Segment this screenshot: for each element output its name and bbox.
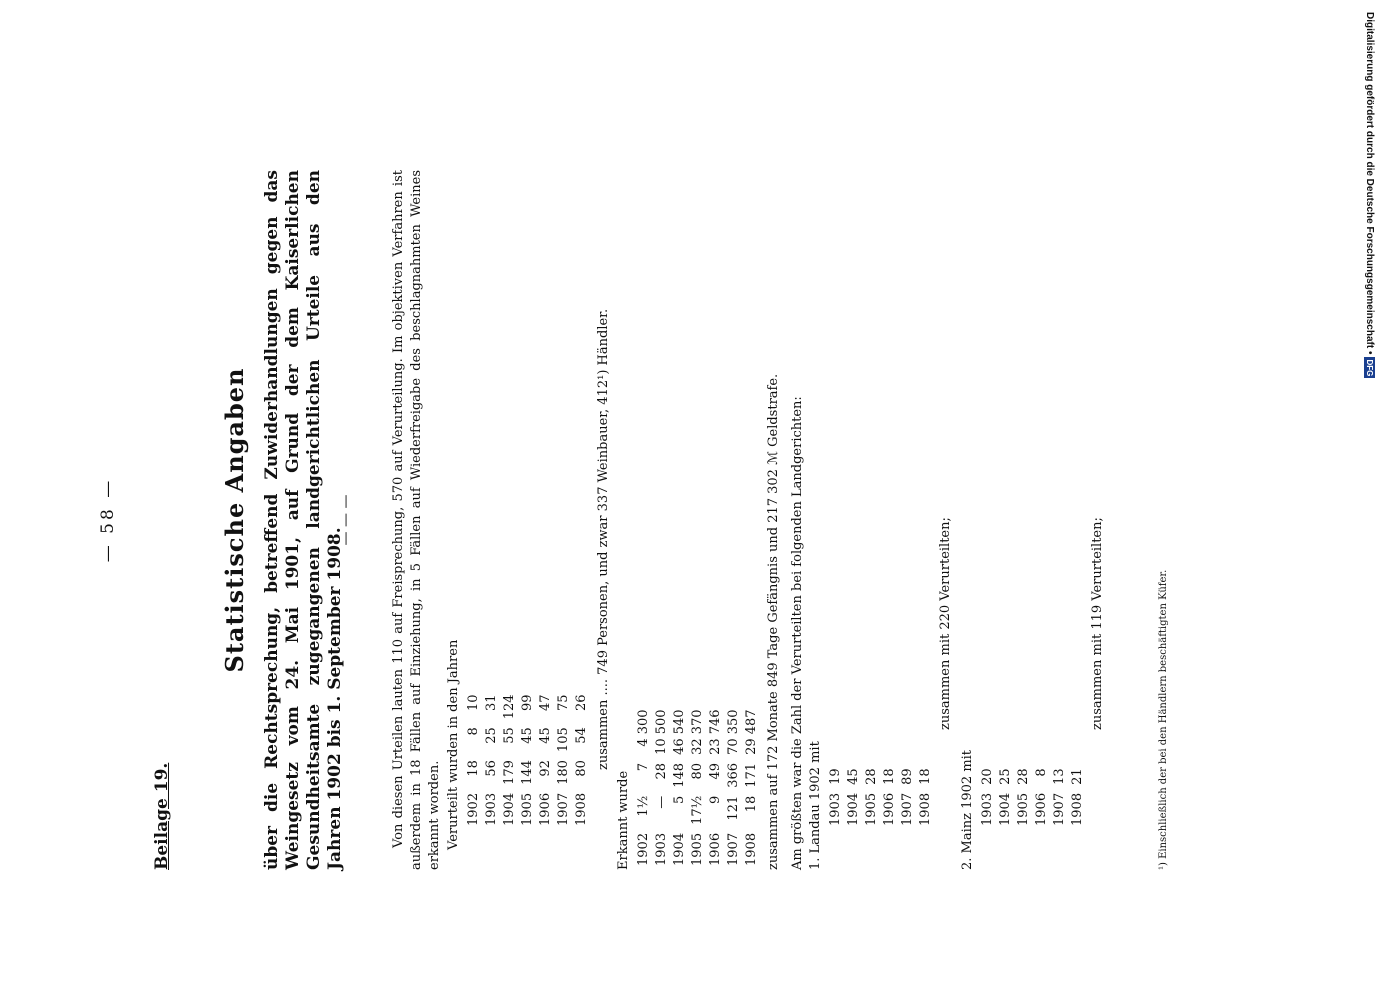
table-cell: 1905 xyxy=(863,792,879,826)
landau-label: 1. Landau 1902 mit xyxy=(808,741,823,870)
table-cell: 179 xyxy=(501,760,517,785)
verurteilt-label: Verurteilt wurden in den Jahren xyxy=(446,639,461,850)
table-cell: 28 xyxy=(863,768,879,785)
table-row xyxy=(996,764,1014,830)
erkannt-total: zusammen auf 172 Monate 849 Tage Gefängnis und 217 302 ℳ Geldstrafe. xyxy=(766,373,781,870)
separator: — — — xyxy=(338,494,354,546)
table-cell: 26 xyxy=(573,694,589,711)
table-cell: 75 xyxy=(555,694,571,711)
table-row xyxy=(670,705,688,870)
table-cell: 45 xyxy=(519,727,535,744)
table-cell: 19 xyxy=(827,768,843,785)
table-cell: 148 xyxy=(671,762,687,788)
table-cell: 1907 xyxy=(555,792,571,826)
dfg-credit xyxy=(1359,12,1381,392)
table-row xyxy=(500,690,518,830)
mainz-label: 2. Mainz 1902 mit xyxy=(960,749,975,870)
landau-total: zusammen mit 220 Verurteilten; xyxy=(938,517,953,730)
table-cell: — xyxy=(653,795,669,809)
table-cell: 1908 xyxy=(1069,792,1085,826)
table-row xyxy=(978,764,996,830)
footnote: ¹) Einschließlich der bei den Händlern beschäftigten Küfer. xyxy=(1158,569,1169,870)
table-row xyxy=(634,705,652,870)
dfg-credit-text: Digitalisierung gefördert durch die Deutsche Forschungsgemeinschaft • xyxy=(1364,12,1376,355)
table-cell: 1906 xyxy=(881,792,897,826)
table-cell: 366 xyxy=(725,762,741,788)
table-cell: 21 xyxy=(1069,768,1085,785)
table-cell: 55 xyxy=(501,727,517,744)
table-cell: 1½ xyxy=(635,795,651,817)
erkannt-label: Erkannt wurde xyxy=(616,770,631,870)
table-cell: 56 xyxy=(483,760,499,777)
table-cell: 171 xyxy=(743,762,759,788)
table-cell: 80 xyxy=(573,760,589,777)
mainz-total: zusammen mit 119 Verurteilten; xyxy=(1090,517,1105,730)
table-cell: 1903 xyxy=(653,832,669,866)
mainz-table xyxy=(978,764,1086,830)
table-cell: 18 xyxy=(743,795,759,813)
table-cell: 1902 xyxy=(635,832,651,866)
table-cell: 1908 xyxy=(743,832,759,866)
table-cell: 29 487 xyxy=(743,709,759,755)
table-cell: 45 xyxy=(537,727,553,744)
table-row xyxy=(1032,764,1050,830)
table-cell: 1906 xyxy=(537,792,553,826)
table-cell: 31 xyxy=(483,694,499,711)
intro-paragraph: Von diesen Urteilen lauten 110 auf Freisprechung, 570 auf Verurteilung. Im objektiven Verfahren ist außerdem in 18 Fällen auf Einziehung, in 5 Fällen auf Wiederfreigabe des beschlagnahmten Weines erkannt worden. xyxy=(391,170,442,870)
page-title: Statistische Angaben xyxy=(220,367,249,673)
table-cell: 1903 xyxy=(827,792,843,826)
dfg-logo: DFG xyxy=(1365,359,1375,377)
table-row xyxy=(826,764,844,830)
table-cell: 7 xyxy=(635,762,651,772)
table-row xyxy=(916,764,934,830)
table-cell: 8 xyxy=(465,727,481,736)
table-cell: 13 xyxy=(1051,768,1067,785)
table-row xyxy=(464,690,482,830)
table-row xyxy=(536,690,554,830)
table-cell: 1904 xyxy=(845,792,861,826)
table-cell: 105 xyxy=(555,727,571,753)
table-cell: 1908 xyxy=(573,792,589,826)
table-cell: 45 xyxy=(845,768,861,785)
table-cell: 9 xyxy=(707,795,723,805)
table-row xyxy=(898,764,916,830)
table-cell: 23 746 xyxy=(707,709,723,755)
table-cell: 1905 xyxy=(689,832,705,866)
page-number: — 58 — xyxy=(98,477,118,563)
table-cell: 1904 xyxy=(501,792,517,826)
table-row xyxy=(1050,764,1068,830)
table-cell: 1904 xyxy=(671,832,687,866)
table-row xyxy=(880,764,898,830)
table-row xyxy=(572,690,590,830)
table-cell: 18 xyxy=(465,760,481,777)
table-cell: 28 xyxy=(1015,768,1031,785)
table-cell: 1903 xyxy=(979,792,995,826)
table-cell: 124 xyxy=(501,694,517,720)
table-cell: 49 xyxy=(707,762,723,780)
verurteilt-total: zusammen .... 749 Personen, und zwar 337 Weinbauer, 412¹) Händler. xyxy=(596,308,611,770)
table-row xyxy=(844,764,862,830)
table-cell: 1906 xyxy=(1033,792,1049,826)
table-row xyxy=(518,690,536,830)
table-cell: 80 xyxy=(689,762,705,780)
table-cell: 4 300 xyxy=(635,709,651,747)
table-cell: 1903 xyxy=(483,792,499,826)
table-row xyxy=(862,764,880,830)
table-row xyxy=(724,705,742,870)
table-cell: 1907 xyxy=(1051,792,1067,826)
groesste-label: Am größten war die Zahl der Verurteilten bei folgenden Landgerichten: xyxy=(790,396,805,870)
table-cell: 1905 xyxy=(1015,792,1031,826)
table-cell: 92 xyxy=(537,760,553,777)
table-cell: 144 xyxy=(519,760,535,785)
table-cell: 1907 xyxy=(725,832,741,866)
table-cell: 10 xyxy=(465,694,481,711)
erkannt-table xyxy=(634,705,760,870)
table-cell: 25 xyxy=(997,768,1013,785)
appendix-label: Beilage 19. xyxy=(152,762,172,870)
table-cell: 17½ xyxy=(689,795,705,825)
table-row xyxy=(688,705,706,870)
table-row xyxy=(1068,764,1086,830)
table-row xyxy=(742,705,760,870)
table-row xyxy=(482,690,500,830)
table-cell: 54 xyxy=(573,727,589,744)
table-cell: 47 xyxy=(537,694,553,711)
table-cell: 25 xyxy=(483,727,499,744)
table-cell: 8 xyxy=(1033,768,1049,777)
table-cell: 28 xyxy=(653,762,669,780)
table-cell: 5 xyxy=(671,795,687,805)
table-cell: 89 xyxy=(899,768,915,785)
table-row xyxy=(706,705,724,870)
table-cell: 18 xyxy=(917,768,933,785)
table-cell: 46 540 xyxy=(671,709,687,755)
table-row xyxy=(652,705,670,870)
page-content xyxy=(80,170,1220,870)
table-cell: 18 xyxy=(881,768,897,785)
page-subtitle: über die Rechtsprechung, betreffend Zuwiderhandlungen gegen das Weingesetz vom 24. Mai 1901, auf Grund der dem Kaiserlichen Gesundheitsamte zugegangenen landgerichtlichen Urteile aus den Jahren 1902 bis 1. September 1908. xyxy=(262,170,345,870)
table-cell: 20 xyxy=(979,768,995,785)
table-cell: 180 xyxy=(555,760,571,785)
table-cell: 121 xyxy=(725,795,741,821)
table-cell: 1908 xyxy=(917,792,933,826)
verurteilt-table xyxy=(464,690,590,830)
table-cell: 1902 xyxy=(465,792,481,826)
table-cell: 1906 xyxy=(707,832,723,866)
landau-table xyxy=(826,764,934,830)
table-cell: 1907 xyxy=(899,792,915,826)
table-cell: 70 350 xyxy=(725,709,741,755)
table-row xyxy=(1014,764,1032,830)
table-cell: 1904 xyxy=(997,792,1013,826)
table-cell: 99 xyxy=(519,694,535,711)
table-cell: 1905 xyxy=(519,792,535,826)
table-cell: 32 370 xyxy=(689,709,705,755)
table-row xyxy=(554,690,572,830)
rotated-page xyxy=(80,170,1220,870)
table-cell: 10 500 xyxy=(653,709,669,755)
